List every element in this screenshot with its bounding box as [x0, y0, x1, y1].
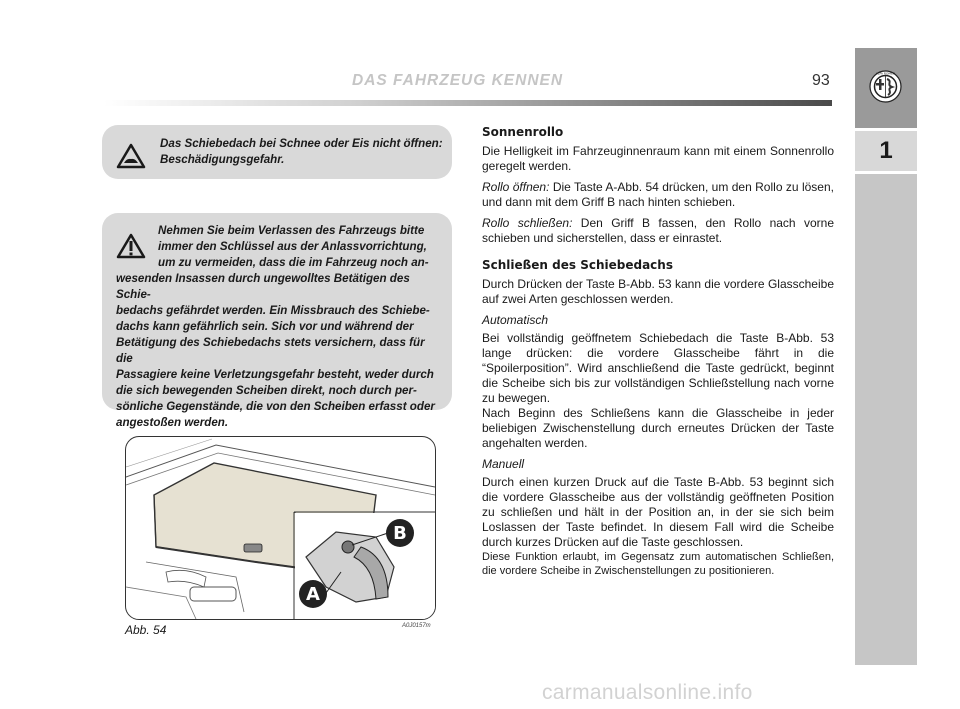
figure-code: A0J0157m: [402, 623, 431, 629]
watermark: carmanualsonline.info: [542, 681, 753, 704]
sunroof-illustration: [125, 436, 436, 620]
alfa-romeo-logo-icon: [869, 70, 902, 103]
chapter-number: 1: [879, 137, 893, 164]
paragraph: Nach Beginn des Schließens kann die Glasscheibe in jeder beliebigen Zwischenstellung durch erneutes Drücken der Taste angehalten werden.: [482, 406, 834, 450]
warning-line: immer den Schlüssel aus der Anlassvorrichtung,: [158, 240, 427, 253]
section-heading: Sonnenrollo: [482, 125, 564, 139]
warning-line: die sich bewegenden Scheiben direkt, noch durch per-: [116, 384, 417, 397]
figure-label: Abb. 54: [125, 623, 167, 637]
warning-line: Das Schiebedach bei Schnee oder Eis nicht öffnen:: [160, 137, 443, 150]
warning-line: sönliche Gegenstände, die von den Scheiben erfasst oder: [116, 400, 435, 413]
paragraph-text: Die Taste A-Abb. 54 drücken, um den Rollo zu lösen, und dann mit dem Griff B nach hinten schieben.: [482, 180, 834, 209]
paragraph: Durch Drücken der Taste B-Abb. 53 kann die vordere Glasscheibe auf zwei Arten geschlossen werden.: [482, 277, 834, 306]
callout-b: B: [393, 523, 407, 544]
paragraph: Bei vollständig geöffnetem Schiebedach die Taste B-Abb. 53 lange drücken: die vordere Glasscheibe fährt in die “Spoilerposition”. Wird anschließend die Taste gedrückt, beginnt die Scheibe sich bis zur vollständigen Schließstellung nach vorne zu bewegen.: [482, 331, 834, 405]
main-text-column: [482, 125, 834, 584]
callout-a: A: [306, 584, 320, 605]
paragraph: [482, 180, 834, 210]
paragraph: [482, 216, 834, 246]
warning-line: Betätigung des Schiebedachs stets versichern, dass für die: [116, 336, 425, 365]
warning-line: Nehmen Sie beim Verlassen des Fahrzeugs bitte: [158, 224, 425, 237]
page-number: 93: [812, 72, 830, 89]
warning-text: [160, 136, 444, 168]
paragraph: Durch einen kurzen Druck auf die Taste B-Abb. 53 beginnt sich die vordere Glasscheibe aus der vollständig geöffneten Position zu schließen und hält in der Position an, in der sie sich beim Loslassen der Taste befindet. In diesem Fall wird die Scheibe durch kurzes Drücken auf die Taste geschlossen.: [482, 475, 834, 549]
subheading: Automatisch: [482, 313, 549, 327]
warning-line: um zu vermeiden, dass die im Fahrzeug noch an-: [158, 256, 429, 269]
warning-triangle-icon: [116, 143, 146, 169]
tab-divider: [855, 171, 917, 174]
section-heading: Schließen des Schiebedachs: [482, 258, 673, 272]
paragraph: Die Helligkeit im Fahrzeuginnenraum kann mit einem Sonnenrollo geregelt werden.: [482, 144, 834, 173]
subheading: Manuell: [482, 457, 525, 471]
warning-line: angestoßen werden.: [116, 416, 229, 429]
warning-text: [116, 223, 442, 431]
chapter-title: DAS FAHRZEUG KENNEN: [352, 72, 564, 89]
warning-line: wesenden Insassen durch ungewolltes Betätigen des Schie-: [116, 272, 410, 301]
header-rule: [104, 100, 832, 106]
warning-box: [102, 213, 452, 429]
warning-line: Passagiere keine Verletzungsgefahr besteht, weder durch: [116, 368, 434, 381]
paragraph-text: Den Griff B fassen, den Rollo nach vorne schieben und sicherstellen, dass er einrastet.: [482, 216, 835, 245]
warning-box: [102, 125, 452, 179]
inline-label: Rollo schließen:: [482, 216, 573, 230]
warning-line: dachs kann gefährlich sein. Sich vor und während der: [116, 320, 414, 333]
svg-text:ALFA ROMEO: ALFA ROMEO: [875, 71, 896, 76]
warning-line: bedachs gefährdet werden. Ein Missbrauch des Schiebe-: [116, 304, 430, 317]
warning-line: Beschädigungsgefahr.: [160, 153, 285, 166]
inline-label: Rollo öffnen:: [482, 180, 550, 194]
paragraph: Diese Funktion erlaubt, im Gegensatz zum automatischen Schließen, die vordere Scheibe in Zwischenstellungen zu positionieren.: [482, 551, 834, 577]
